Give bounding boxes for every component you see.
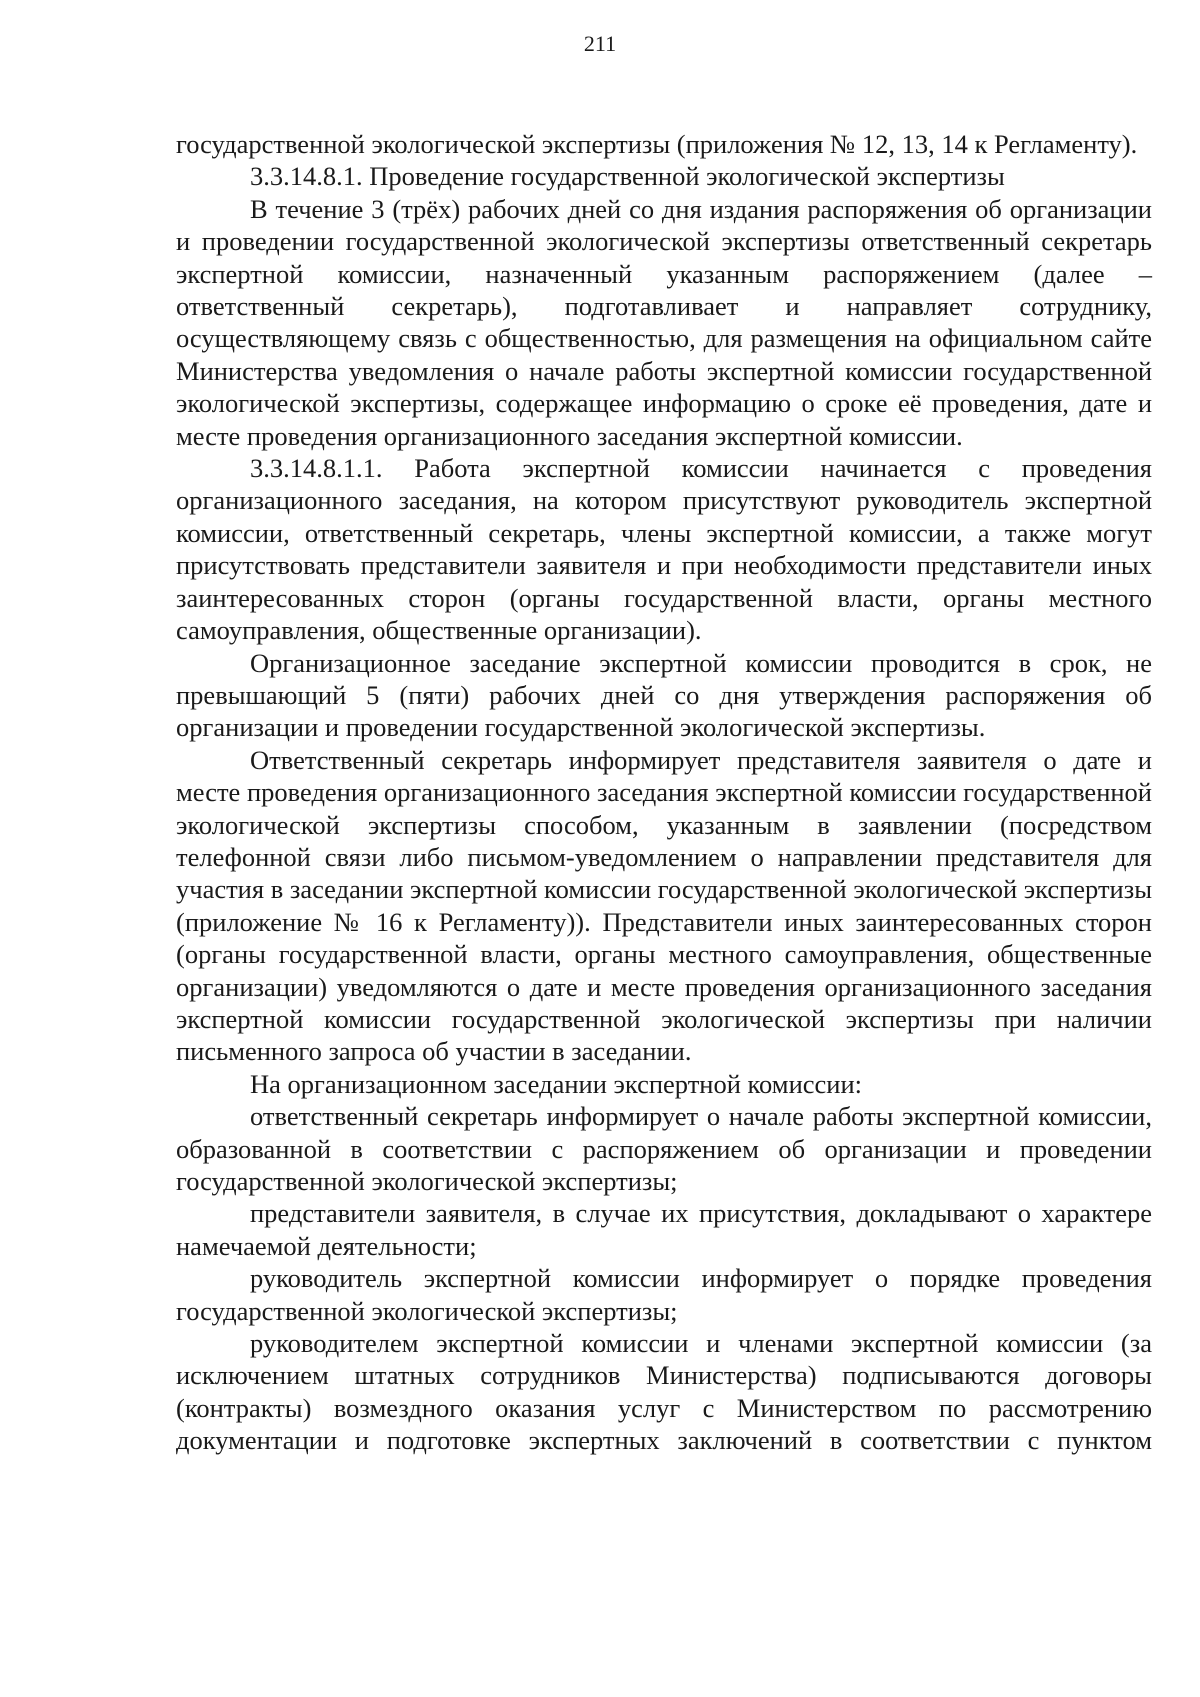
paragraph: В течение 3 (трёх) рабочих дней со дня издания распоряжения об организации и проведении государственной экологической экспертизы ответственный секретарь экспертной комиссии, назначенный указанным распоряжением (далее – ответственный секретарь), подготавливает и направляет сотруднику, осуществляющему связь с общественностью, для размещения на официальном сайте Министерства уведомления о начале работы экспертной комиссии государственной экологической экспертизы, содержащее информацию о сроке её проведения, дате и месте проведения организационного заседания экспертной комиссии. [176,193,1152,451]
paragraph: На организационном заседании экспертной комиссии: [250,1068,862,1099]
page-number: 211 [583,31,617,56]
paragraph: Ответственный секретарь информирует представителя заявителя о дате и месте проведения организационного заседания экспертной комиссии государственной экологической экспертизы способом, указанным в заявлении (посредством телефонной связи либо письмом-уведомлением о направлении представителя для участия в заседании экспертной комиссии государственной экологической экспертизы (приложение № 16 к Регламенту)). Представители иных заинтересованных сторон (органы государственной власти, органы местного самоуправления, общественные организации) уведомляются о дате и месте проведения организационного заседания экспертной комиссии государственной экологической экспертизы при наличии письменного запроса об участии в заседании. [176,744,1152,1067]
document-body [176,128,1152,1457]
paragraph: 3.3.14.8.1.1. Работа экспертной комиссии начинается с проведения организационного заседания, на котором присутствуют руководитель экспертной комиссии, ответственный секретарь, члены экспертной комиссии, а также могут присутствовать представители заявителя и при необходимости представители иных заинтересованных сторон (органы государственной власти, органы местного самоуправления, общественные организации). [176,453,1152,646]
paragraph: Организационное заседание экспертной комиссии проводится в срок, не превышающий 5 (пяти) рабочих дней со дня утверждения распоряжения об организации и проведении государственной экологической экспертизы. [176,647,1152,743]
list-item: руководитель экспертной комиссии информирует о порядке проведения государственной экологической экспертизы; [176,1263,1152,1326]
list-item: представители заявителя, в случае их присутствия, докладывают о характере намечаемой деятельности; [176,1198,1152,1261]
section-heading: 3.3.14.8.1. Проведение государственной экологической экспертизы [250,161,1005,192]
list-item: ответственный секретарь информирует о начале работы экспертной комиссии, образованной в соответствии с распоряжением об организации и проведении государственной экологической экспертизы; [176,1101,1152,1196]
paragraph-continuation: государственной экологической экспертизы (приложения № 12, 13, 14 к Регламенту). [176,129,1138,159]
list-item: руководителем экспертной комиссии и членами экспертной комиссии (за исключением штатных сотрудников Министерства) подписываются договоры (контракты) возмездного оказания услуг с Министерством по рассмотрению документации и подготовке экспертных заключений в соответствии с пунктом [176,1328,1152,1456]
